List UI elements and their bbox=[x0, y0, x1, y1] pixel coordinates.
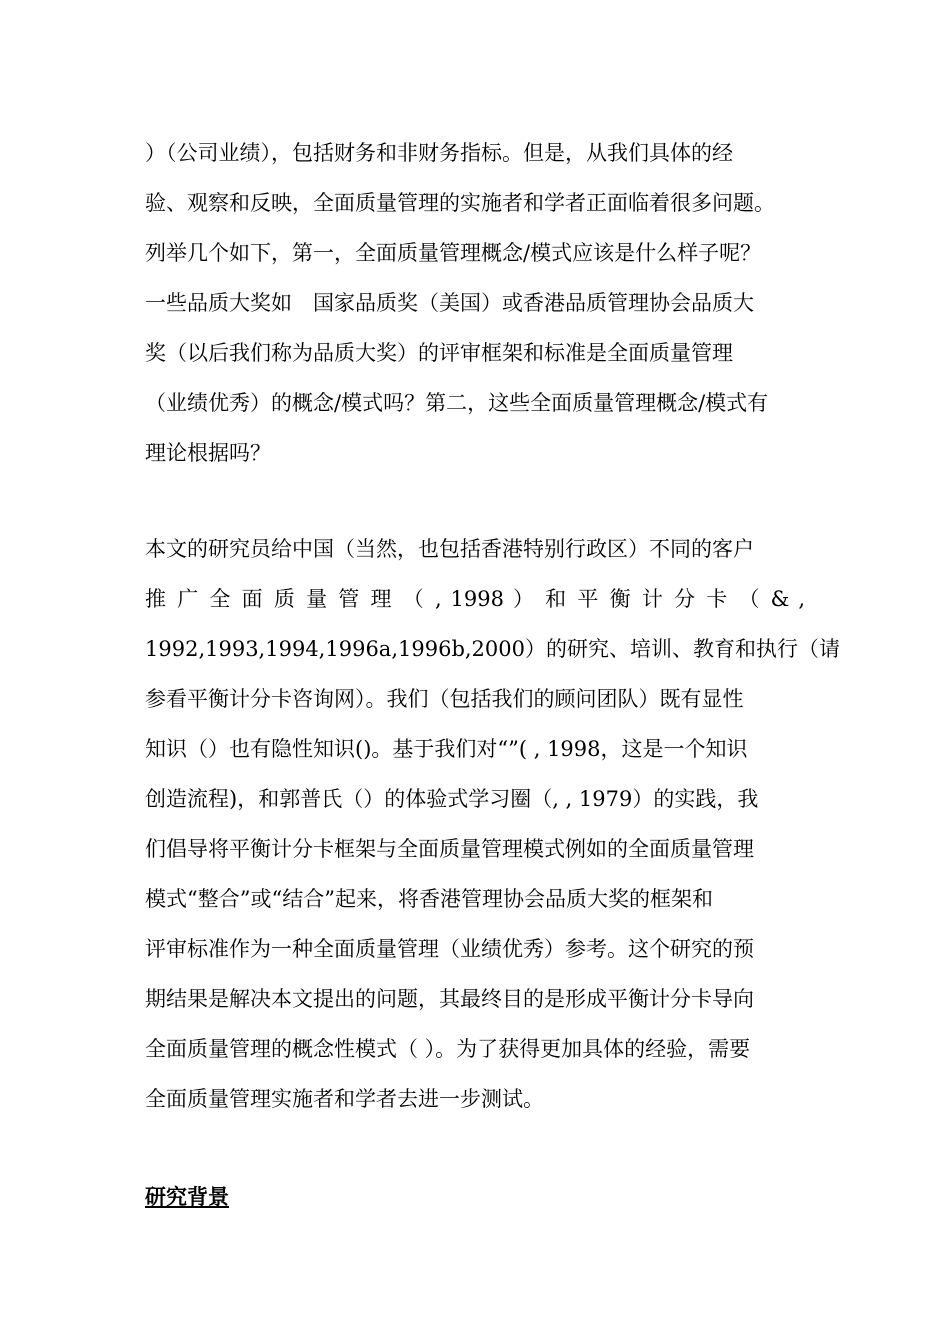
paragraph-line: 理论根据吗？ bbox=[145, 441, 271, 465]
paragraph-line: 模式“整合”或“结合”起来，将香港管理协会品质大奖的框架和 bbox=[145, 887, 713, 911]
paragraph-line: 推 广 全 面 质 量 管 理 （ , 1998 ） 和 平 衡 计 分 卡 （ & , bbox=[145, 587, 805, 611]
paragraph-line: 参看平衡计分卡咨询网）。我们（包括我们的顾问团队）既有显性 bbox=[145, 687, 744, 711]
paragraph-line: 验、观察和反映，全面质量管理的实施者和学者正面临着很多问题。 bbox=[145, 191, 775, 215]
paragraph-line: 列举几个如下，第一，全面质量管理概念/模式应该是什么样子呢？ bbox=[145, 241, 762, 265]
paragraph-line: 们倡导将平衡计分卡框架与全面质量管理模式例如的全面质量管理 bbox=[145, 837, 754, 861]
paragraph-2 bbox=[145, 524, 840, 1124]
paragraph-line: 1992,1993,1994,1996a,1996b,2000）的研究、培训、教育和执行（请 bbox=[145, 637, 840, 661]
paragraph-line: 评审标准作为一种全面质量管理（业绩优秀）参考。这个研究的预 bbox=[145, 937, 754, 961]
paragraph-line: 创造流程)，和郭普氏（）的体验式学习圈（, , 1979）的实践，我 bbox=[145, 787, 759, 811]
paragraph-line: 一些品质大奖如 国家品质奖（美国）或香港品质管理协会品质大 bbox=[145, 291, 754, 315]
paragraph-line: ）（公司业绩），包括财务和非财务指标。但是，从我们具体的经 bbox=[145, 141, 733, 165]
paragraph-line: （业绩优秀）的概念/模式吗？第二，这些全面质量管理概念/模式有 bbox=[145, 391, 769, 415]
paragraph-line: 期结果是解决本文提出的问题，其最终目的是形成平衡计分卡导向 bbox=[145, 987, 754, 1011]
paragraph-line: 全面质量管理实施者和学者去进一步测试。 bbox=[145, 1087, 544, 1111]
paragraph-1 bbox=[145, 128, 810, 478]
section-heading: 研究背景 bbox=[145, 1184, 229, 1209]
paragraph-line: 奖（以后我们称为品质大奖）的评审框架和标准是全面质量管理 bbox=[145, 341, 733, 365]
paragraph-line: 全面质量管理的概念性模式（ ）。为了获得更加具体的经验，需要 bbox=[145, 1037, 751, 1061]
paragraph-line: 本文的研究员给中国（当然，也包括香港特别行政区）不同的客户 bbox=[145, 537, 754, 561]
paragraph-line: 知识（）也有隐性知识()。基于我们对“”( , 1998，这是一个知识 bbox=[145, 737, 748, 761]
